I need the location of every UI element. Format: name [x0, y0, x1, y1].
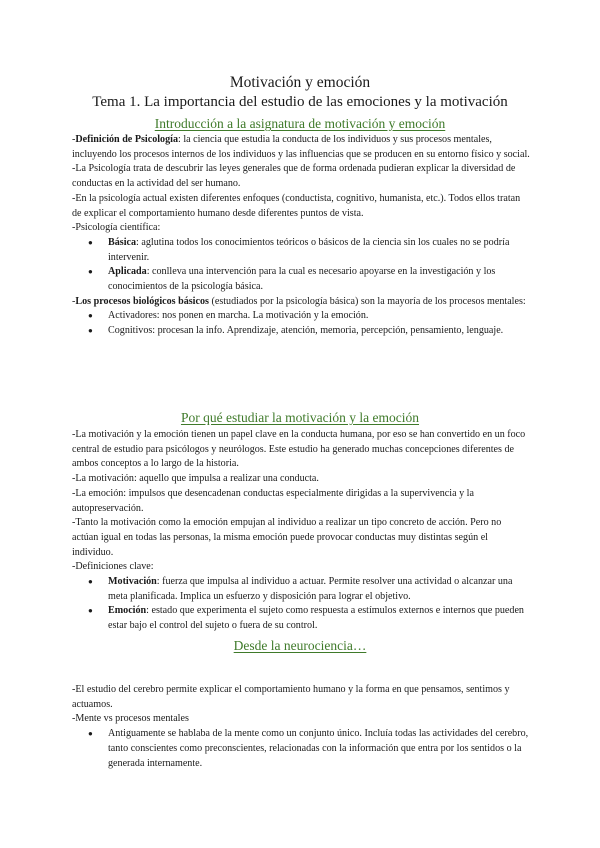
paragraph: -La motivación y la emoción tienen un papel clave en la conducta humana, por eso se han convertido en un foco central de estudio para psicólogos y neurólogos. Este estudio ha generado muchas concepciones diferentes de ambos conceptos a lo largo de la historia. [72, 429, 526, 470]
document-subtitle: Tema 1. La importancia del estudio de las emociones y la motivación [92, 94, 508, 110]
bold-term: Los procesos biológicos básicos [75, 295, 209, 307]
paragraph: -Definición de Psicología: la ciencia que estudia la conducta de los individuos y sus procesos mentales, incluyendo los procesos internos de los individuos y las influencias que se producen en su entorno físico y social. [72, 134, 530, 160]
bullet-list [72, 309, 530, 338]
list-item: ● Básica: aglutina todos los conocimientos teóricos o básicos de la ciencia sin los cuales no se podría intervenir. [72, 236, 530, 265]
paragraph: -El estudio del cerebro permite explicar el comportamiento humano y la forma en que pensamos, sentimos y actuamos. [72, 684, 510, 710]
section-body-intro [72, 133, 530, 339]
list-item: ● Motivación: fuerza que impulsa al individuo a actuar. Permite resolver una actividad o alcanzar una meta planificada. Implica un esfuerzo y disposición para lograr el objetivo. [72, 575, 530, 604]
section-heading-neuro: Desde la neurociencia… [233, 638, 367, 653]
bullet-list [72, 575, 530, 634]
bullet-list [72, 236, 530, 295]
document-title: Motivación y emoción [229, 74, 371, 91]
paragraph: -Definiciones clave: [72, 561, 154, 573]
paragraph: -Tanto la motivación como la emoción empujan al individuo a realizar un tipo concreto de acción. Pero no actúan igual en todas las personas, la misma emoción puede provocar conductas muy distintas según el individuo. [72, 517, 502, 558]
paragraph: -Mente vs procesos mentales [72, 713, 189, 725]
list-item: ● Cognitivos: procesan la info. Aprendizaje, atención, memoria, percepción, pensamiento, lenguaje. [72, 324, 530, 339]
bold-term: Motivación [108, 576, 157, 588]
paragraph: -La emoción: impulsos que desencadenan conductas especialmente dirigidas a la supervivencia y la autopreservación. [72, 487, 474, 514]
section-body-why [72, 428, 530, 634]
bold-term: Emoción [108, 605, 147, 617]
paragraph: -La motivación: aquello que impulsa a realizar una conducta. [72, 473, 319, 485]
section-body-neuro [72, 683, 530, 771]
list-item: ● Aplicada: conlleva una intervención para la cual es necesario apoyarse en la investigación y los conocimientos de la psicología básica. [72, 265, 530, 294]
bold-term: Aplicada [108, 266, 147, 278]
list-item: ● Antiguamente se hablaba de la mente como un conjunto único. Incluía todas las actividades del cerebro, tanto conscientes como preconscientes, relacionadas con la información que entra por los sentidos o la generada internamente. [72, 727, 530, 771]
list-item: ● Emoción: estado que experimenta el sujeto como respuesta a estímulos externos e internos que pueden estar bajo el control del sujeto o fuera de su control. [72, 604, 530, 633]
section-heading-why: Por qué estudiar la motivación y la emoción [180, 410, 420, 425]
bold-term: Básica [108, 236, 137, 248]
paragraph: -La Psicología trata de descubrir las leyes generales que de forma ordenada pudieran explicar la diversidad de conductas en la actividad del ser humano. [72, 163, 516, 190]
paragraph: -Los procesos biológicos básicos (estudiados por la psicología básica) son la mayoría de los procesos mentales: [72, 295, 526, 307]
list-item: ● Activadores: nos ponen en marcha. La motivación y la emoción. [72, 309, 530, 324]
paragraph: -En la psicología actual existen diferentes enfoques (conductista, cognitivo, humanista, etc.). Todos ellos tratan de explicar el comportamiento humano desde diferentes puntos de vista. [72, 192, 521, 219]
bold-term: Definición de Psicología [75, 134, 178, 145]
section-heading-intro: Introducción a la asignatura de motivación y emoción [154, 116, 446, 131]
bullet-list [72, 727, 530, 771]
paragraph: -Psicología científica: [72, 222, 161, 234]
